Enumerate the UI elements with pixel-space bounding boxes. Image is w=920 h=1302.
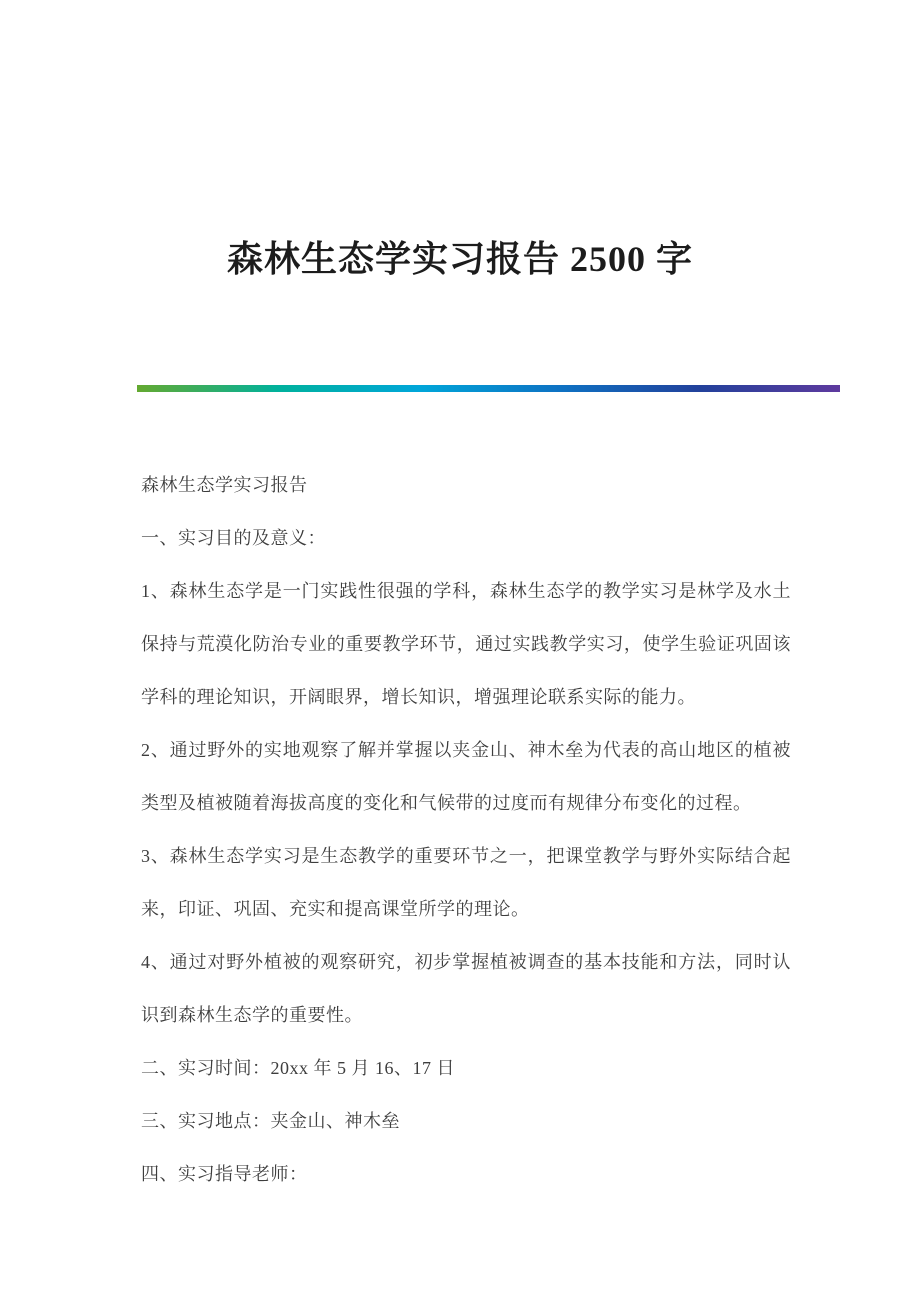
paragraph: 4、通过对野外植被的观察研究，初步掌握植被调查的基本技能和方法，同时认识到森林生态学的重要性。 bbox=[141, 952, 791, 1025]
paragraph: 森林生态学实习报告 bbox=[141, 475, 308, 495]
paragraph: 3、森林生态学实习是生态教学的重要环节之一，把课堂教学与野外实际结合起来，印证、巩固、充实和提高课堂所学的理论。 bbox=[141, 846, 791, 919]
paragraph: 四、实习指导老师： bbox=[141, 1164, 308, 1184]
paragraph: 一、实习目的及意义： bbox=[141, 528, 326, 548]
document-body bbox=[141, 459, 791, 1201]
paragraph: 二、实习时间：20xx 年 5 月 16、17 日 bbox=[141, 1058, 455, 1078]
document-title: 森林生态学实习报告 2500 字 bbox=[226, 239, 693, 280]
gradient-divider bbox=[137, 385, 840, 392]
paragraph: 2、通过野外的实地观察了解并掌握以夹金山、神木垒为代表的高山地区的植被类型及植被随着海拔高度的变化和气候带的过度而有规律分布变化的过程。 bbox=[141, 740, 791, 813]
paragraph: 三、实习地点：夹金山、神木垒 bbox=[141, 1111, 400, 1131]
paragraph: 1、森林生态学是一门实践性很强的学科，森林生态学的教学实习是林学及水土保持与荒漠化防治专业的重要教学环节，通过实践教学实习，使学生验证巩固该学科的理论知识，开阔眼界，增长知识，增强理论联系实际的能力。 bbox=[141, 581, 791, 707]
